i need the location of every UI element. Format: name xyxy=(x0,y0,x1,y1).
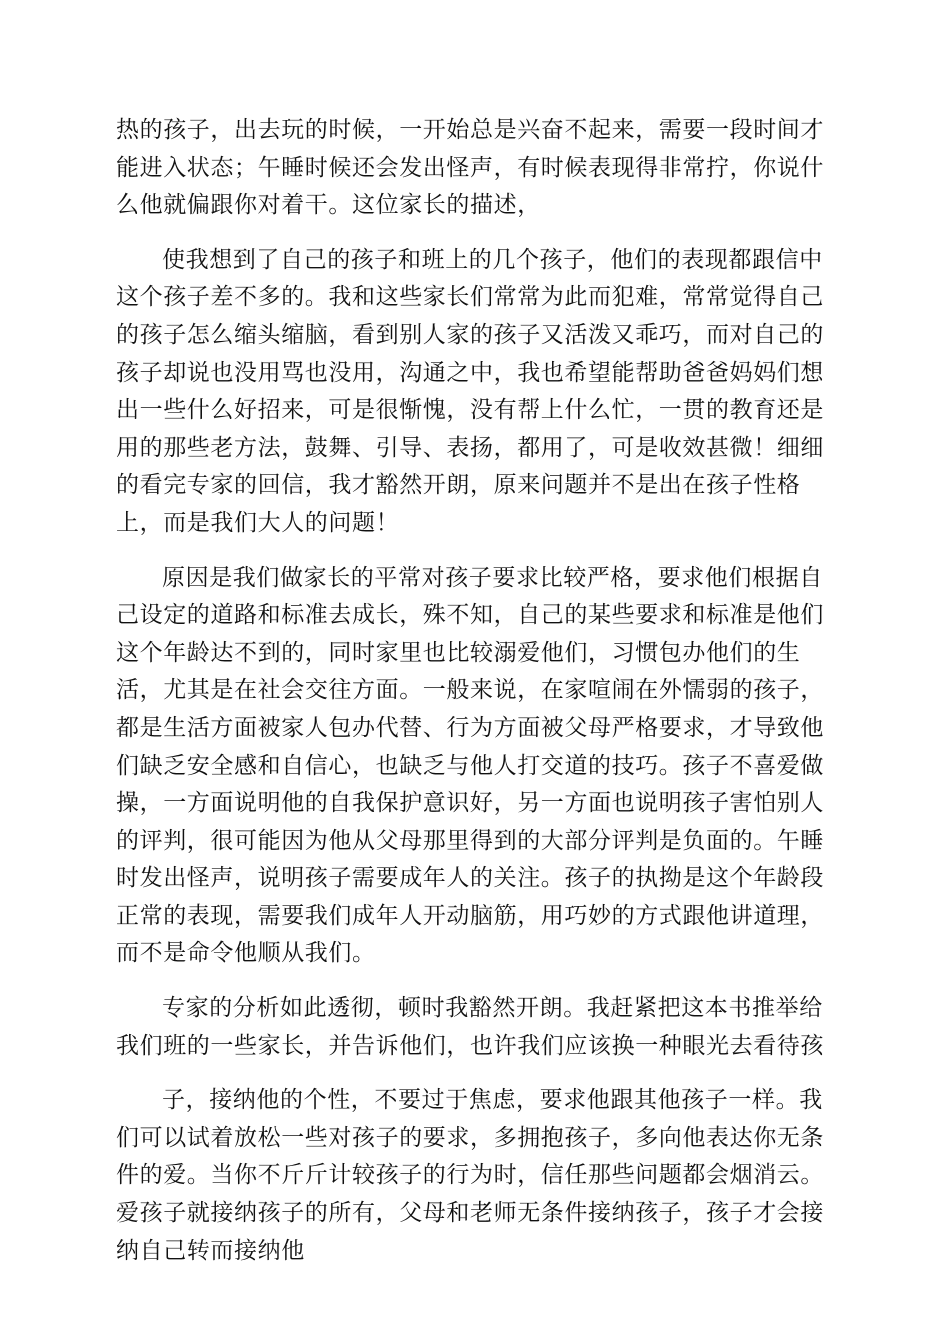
paragraph-4: 专家的分析如此透彻，顿时我豁然开朗。我赶紧把这本书推举给我们班的一些家长，并告诉他们，也许我们应该换一种眼光去看待孩 xyxy=(116,995,824,1059)
paragraph-2: 使我想到了自己的孩子和班上的几个孩子，他们的表现都跟信中这个孩子差不多的。我和这些家长们常常为此而犯难，常常觉得自己的孩子怎么缩头缩脑，看到别人家的孩子又活泼又乖巧，而对自己的孩子却说也没用骂也没用，沟通之中，我也希望能帮助爸爸妈妈们想出一些什么好招来，可是很惭愧，没有帮上什么忙，一贯的教育还是用的那些老方法，鼓舞、引导、表扬，都用了，可是收效甚微！细细的看完专家的回信，我才豁然开朗，原来问题并不是出在孩子性格上，而是我们大人的问题！ xyxy=(116,246,824,536)
paragraph-5: 子，接纳他的个性，不要过于焦虑，要求他跟其他孩子一样。我们可以试着放松一些对孩子的要求，多拥抱孩子，多向他表达你无条件的爱。当你不斤斤计较孩子的行为时，信任那些问题都会烟消云。爱孩子就接纳孩子的所有，父母和老师无条件接纳孩子，孩子才会接纳自己转而接纳他 xyxy=(116,1087,824,1264)
paragraph-gap xyxy=(116,1065,836,1082)
paragraph-gap xyxy=(116,225,836,242)
paragraph-3: 原因是我们做家长的平常对孩子要求比较严格，要求他们根据自己设定的道路和标准去成长，殊不知，自己的某些要求和标准是他们这个年龄达不到的，同时家里也比较溺爱他们，习惯包办他们的生活，尤其是在社会交往方面。一般来说，在家喧闹在外懦弱的孩子，都是生活方面被家人包办代替、行为方面被父母严格要求，才导致他们缺乏安全感和自信心，也缺乏与他人打交道的技巧。孩子不喜爱做操，一方面说明他的自我保护意识好，另一方面也说明孩子害怕别人的评判，很可能因为他从父母那里得到的大部分评判是负面的。午睡时发出怪声，说明孩子需要成年人的关注。孩子的执拗是这个年龄段正常的表现，需要我们成年人开动脑筋，用巧妙的方式跟他讲道理，而不是命令他顺从我们。 xyxy=(116,564,824,967)
document-page xyxy=(116,112,836,1270)
paragraph-gap xyxy=(116,973,836,990)
paragraph-gap xyxy=(116,543,836,560)
paragraph-1: 热的孩子，出去玩的时候，一开始总是兴奋不起来，需要一段时间才能进入状态；午睡时候还会发出怪声，有时候表现得非常拧，你说什么他就偏跟你对着干。这位家长的描述， xyxy=(116,117,824,219)
